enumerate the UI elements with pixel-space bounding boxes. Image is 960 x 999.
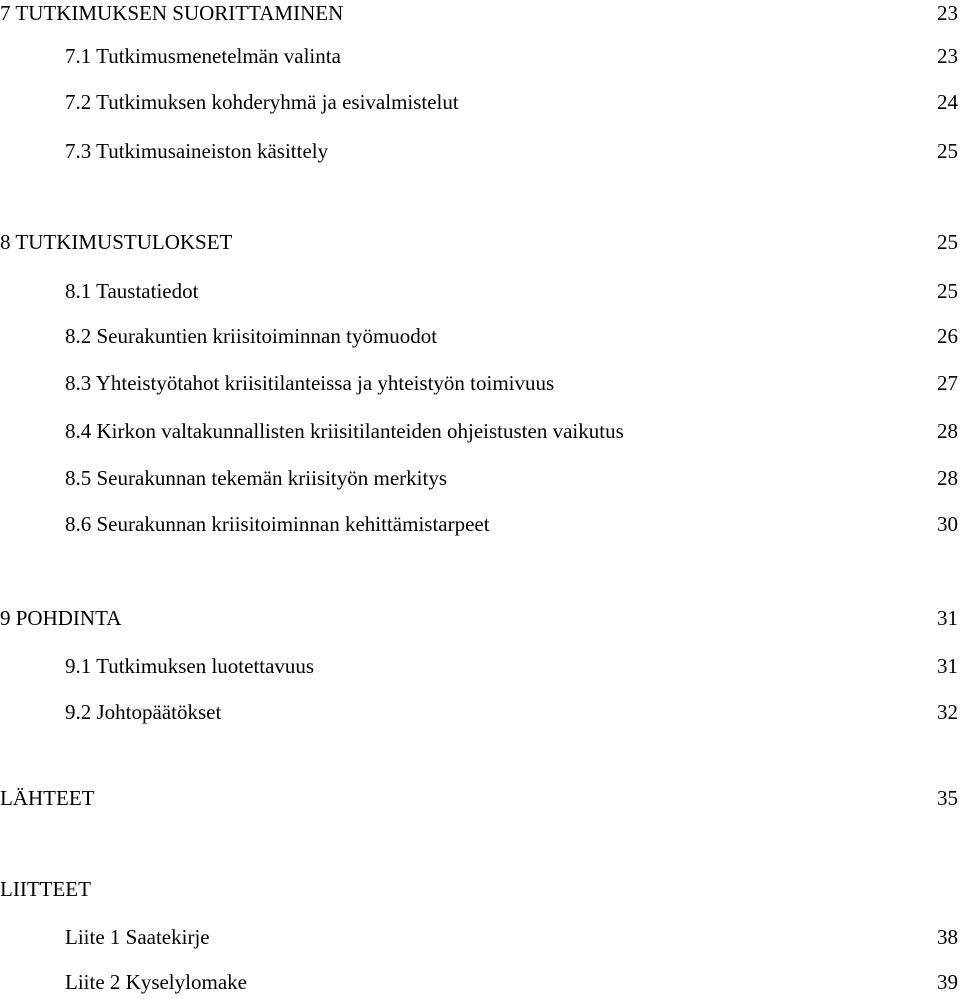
toc-entry-page: 31: [937, 654, 958, 678]
toc-entry-page: 26: [937, 324, 958, 348]
toc-entry-page: 28: [937, 466, 958, 490]
toc-entry-page: 23: [937, 1, 958, 25]
toc-entry-section-8-4[interactable]: [0, 415, 958, 447]
toc-entry-page: 25: [937, 139, 958, 163]
toc-entry-label: 8.2 Seurakuntien kriisitoiminnan työmuodot: [65, 324, 438, 348]
toc-entry-label: 8.4 Kirkon valtakunnallisten kriisitilanteiden ohjeistusten vaikutus: [65, 419, 624, 443]
toc-entry-section-9-1[interactable]: [0, 650, 958, 682]
toc-entry-section-7-3[interactable]: [0, 135, 958, 167]
toc-entry-chapter-7[interactable]: [0, 0, 958, 29]
toc-entry-page: 24: [937, 90, 958, 114]
toc-entry-liite-1[interactable]: [0, 921, 958, 953]
toc-entry-chapter-8[interactable]: [0, 226, 958, 258]
toc-heading-liitteet[interactable]: LIITTEET: [0, 877, 91, 901]
toc-entry-section-7-2[interactable]: [0, 86, 958, 118]
toc-entry-label: 7.1 Tutkimusmenetelmän valinta: [65, 44, 341, 68]
toc-entry-page: 35: [937, 786, 958, 810]
toc-entry-page: 38: [937, 925, 958, 949]
toc-entry-page: 30: [937, 512, 958, 536]
toc-entry-label: 9.2 Johtopäätökset: [65, 700, 222, 724]
toc-entry-label: 8.3 Yhteistyötahot kriisitilanteissa ja yhteistyön toimivuus: [65, 371, 555, 395]
toc-entry-chapter-9[interactable]: [0, 602, 958, 634]
toc-entry-page: 32: [937, 700, 958, 724]
toc-entry-page: 31: [937, 606, 958, 630]
toc-entry-section-8-1[interactable]: [0, 275, 958, 307]
toc-entry-label: Liite 1 Saatekirje: [65, 925, 210, 949]
toc-entry-section-8-2[interactable]: [0, 320, 958, 352]
toc-entry-label: 7.2 Tutkimuksen kohderyhmä ja esivalmistelut: [65, 90, 459, 114]
toc-entry-section-8-5[interactable]: [0, 462, 958, 494]
toc-entry-section-8-6[interactable]: [0, 508, 958, 540]
toc-entry-label: 8.1 Taustatiedot: [65, 279, 199, 303]
toc-entry-label: 7 TUTKIMUKSEN SUORITTAMINEN: [0, 1, 344, 25]
toc-entry-page: 39: [937, 970, 958, 994]
toc-entry-page: 28: [937, 419, 958, 443]
toc-entry-section-8-3[interactable]: [0, 367, 958, 399]
toc-entry-section-7-1[interactable]: [0, 40, 958, 72]
toc-entry-section-9-2[interactable]: [0, 696, 958, 728]
toc-entry-lahteet[interactable]: [0, 782, 958, 814]
toc-entry-label: 7.3 Tutkimusaineiston käsittely: [65, 139, 329, 163]
toc-entry-page: 23: [937, 44, 958, 68]
toc-entry-page: 27: [937, 371, 958, 395]
toc-entry-page: 25: [937, 279, 958, 303]
toc-entry-label: 8.5 Seurakunnan tekemän kriisityön merkitys: [65, 466, 448, 490]
toc-entry-label: 9 POHDINTA: [0, 606, 122, 630]
toc-entry-page: 25: [937, 230, 958, 254]
toc-entry-label: Liite 2 Kyselylomake: [65, 970, 247, 994]
toc-entry-label: LÄHTEET: [0, 786, 95, 810]
toc-entry-label: 8 TUTKIMUSTULOKSET: [0, 230, 233, 254]
toc-entry-label: 8.6 Seurakunnan kriisitoiminnan kehittämistarpeet: [65, 512, 490, 536]
toc-entry-liite-2[interactable]: [0, 966, 958, 998]
toc-entry-label: 9.1 Tutkimuksen luotettavuus: [65, 654, 315, 678]
